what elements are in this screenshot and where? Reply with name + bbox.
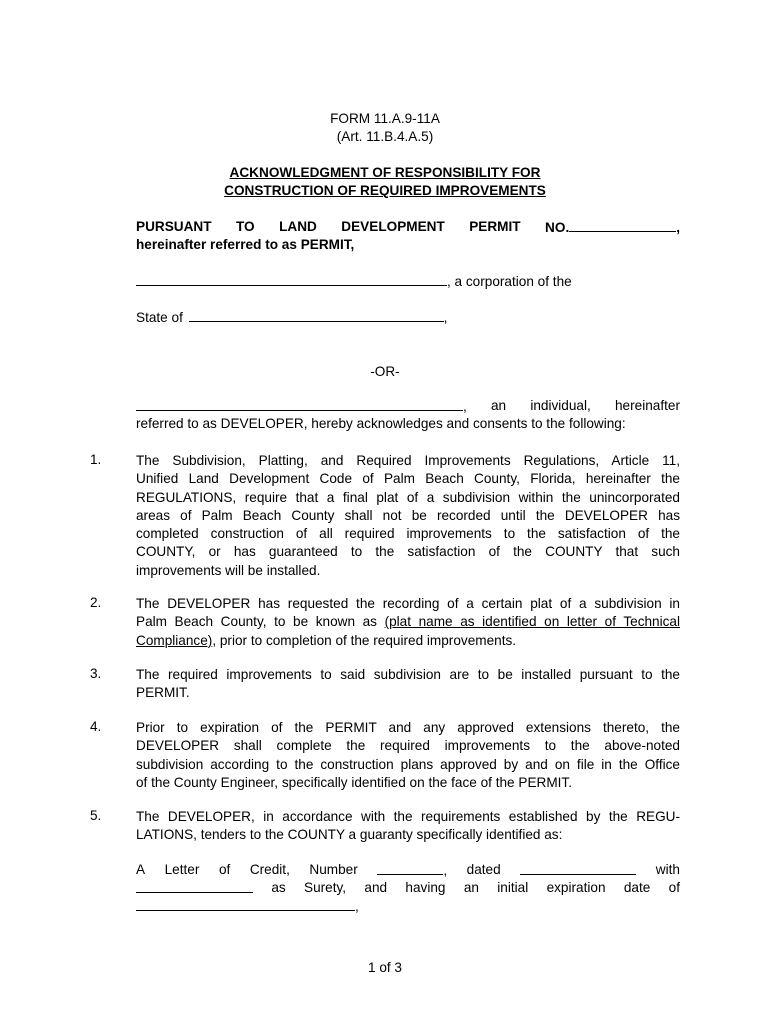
permit-line-2: hereinafter referred to as PERMIT,: [136, 237, 355, 252]
item-5-number: 5.: [90, 808, 102, 823]
corporation-line: [136, 273, 572, 289]
individual-word: an: [490, 398, 507, 413]
state-prefix: State of: [136, 310, 183, 325]
item-4-text: Prior to expiration of the PERMIT and any approved extensions thereto, the DEVELOPER shall complete the required improvements to the above-noted subdivision according to the construction plans approved by and on file in the Office of the County Engineer, specifically identified on the face of the PERMIT.: [136, 720, 680, 790]
individual-word: hereinafter: [614, 398, 680, 413]
plat-name-placeholder-end: Compliance): [136, 632, 213, 648]
credit-number-blank[interactable]: [377, 862, 443, 875]
surety-blank[interactable]: [136, 880, 253, 893]
form-number: FORM 11.A.9-11A: [330, 111, 440, 126]
corporation-suffix: , a corporation of the: [447, 274, 572, 289]
state-name-blank[interactable]: [189, 309, 444, 322]
title-line-1: ACKNOWLEDGMENT OF RESPONSIBILITY FOR: [229, 165, 541, 180]
item-1-text: The Subdivision, Platting, and Required Improvements Regulations, Article 11, Unified Land Development Code of Palm Beach County, Florida, hereinafter the REGULATIONS, require that a final plat of a subdivision within the unincorporated areas of Palm Beach County shall not be recorded until the DEVELOPER has completed construction of all required improvements to the satisfaction of the COUNTY, or has guaranteed to the satisfaction of the COUNTY that such improvements will be installed.: [136, 453, 680, 578]
permit-word: TO: [235, 219, 255, 234]
title-line-2: CONSTRUCTION OF REQUIRED IMPROVEMENTS: [224, 183, 546, 198]
state-line: State of ,: [136, 310, 448, 325]
page-number: 1 of 3: [367, 960, 402, 975]
permit-number-blank[interactable]: [569, 219, 676, 232]
item-4-number: 4.: [90, 719, 102, 734]
item-3-number: 3.: [90, 666, 102, 681]
permit-word: PERMIT: [469, 219, 521, 234]
individual-line: [136, 398, 680, 414]
article-reference: (Art. 11.B.4.A.5): [336, 129, 434, 144]
individual-name-blank[interactable]: [136, 398, 463, 411]
letter-of-credit-line-3: ,: [136, 898, 359, 914]
individual-word: individual,: [530, 398, 591, 413]
permit-word: PURSUANT: [136, 219, 212, 234]
letter-of-credit-line-2: as Surety, and having an initial expiration date of: [136, 880, 680, 895]
letter-of-credit-line-1: A Letter of Credit, Number , dated with: [136, 862, 680, 878]
expiration-date-blank[interactable]: [136, 898, 355, 911]
credit-date-blank[interactable]: [520, 862, 636, 875]
corporation-name-blank[interactable]: [136, 273, 447, 286]
item-5-text: The DEVELOPER, in accordance with the requirements established by the REGU- LATIONS, tenders to the COUNTY a guaranty specifically identified as:: [136, 809, 680, 843]
permit-line: [136, 219, 680, 235]
plat-name-placeholder: (plat name as identified on letter of Technical: [384, 614, 681, 630]
item-1-number: 1.: [90, 452, 102, 467]
permit-word: LAND: [279, 219, 317, 234]
permit-number-field: NO. ,: [545, 220, 680, 235]
item-3-text: The required improvements to said subdivision are to be installed pursuant to the PERMIT.: [136, 667, 680, 701]
permit-word: DEVELOPMENT: [341, 219, 445, 234]
item-2-text: The DEVELOPER has requested the recording of a certain plat of a subdivision in Palm Beach County, to be known as (plat name as identified on letter of Technical Compliance), prior to completion of the required improvements.: [136, 596, 681, 648]
or-divider: -OR-: [370, 364, 400, 379]
individual-line-2: referred to as DEVELOPER, hereby acknowledges and consents to the following:: [136, 416, 626, 431]
individual-name-field: ,: [136, 398, 467, 414]
item-2-number: 2.: [90, 595, 102, 610]
